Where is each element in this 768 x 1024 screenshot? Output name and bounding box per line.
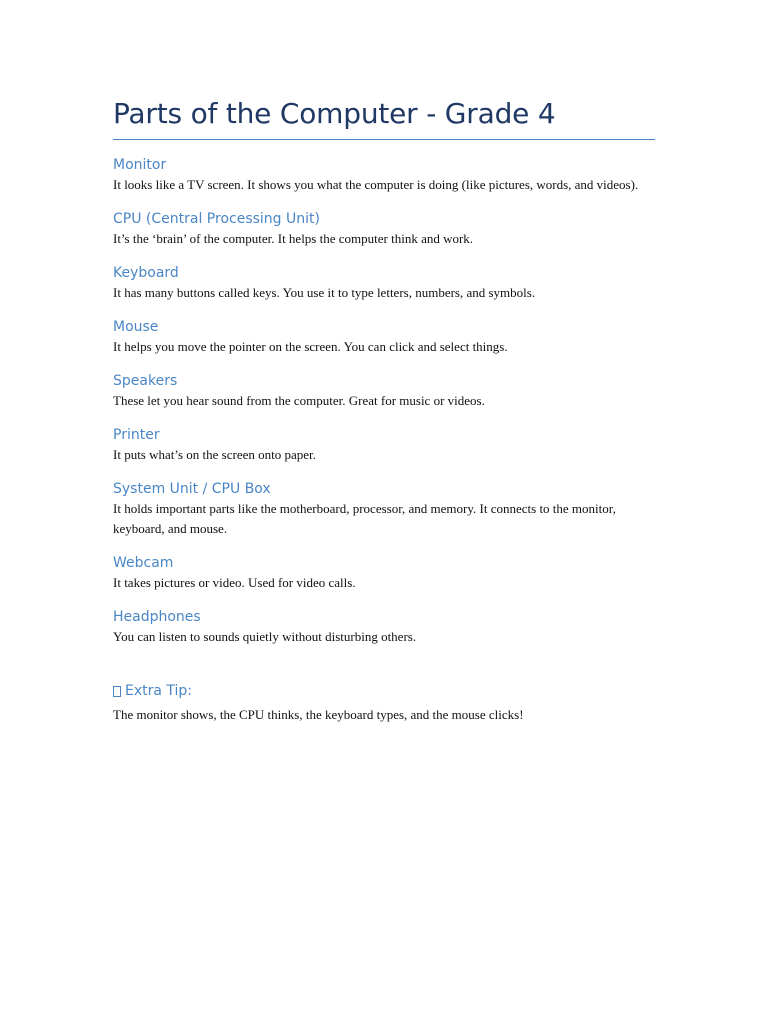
section-cpu xyxy=(113,209,655,249)
section-keyboard xyxy=(113,263,655,303)
section-body: These let you hear sound from the computer. Great for music or videos. xyxy=(113,393,485,408)
section-monitor xyxy=(113,155,655,195)
section-heading: Headphones xyxy=(113,609,201,625)
section-body: It takes pictures or video. Used for video calls. xyxy=(113,575,356,590)
section-speakers xyxy=(113,371,655,411)
section-body: It puts what’s on the screen onto paper. xyxy=(113,447,316,462)
page-title: Parts of the Computer - Grade 4 xyxy=(113,94,655,140)
document-content xyxy=(113,94,655,725)
section-body: It helps you move the pointer on the screen. You can click and select things. xyxy=(113,339,508,354)
missing-glyph-icon xyxy=(113,686,121,697)
section-heading: Printer xyxy=(113,427,160,443)
tip-body: The monitor shows, the CPU thinks, the keyboard types, and the mouse clicks! xyxy=(113,707,524,722)
section-webcam xyxy=(113,553,655,593)
section-heading: Monitor xyxy=(113,157,167,173)
tip-heading-label: Extra Tip: xyxy=(125,683,193,699)
section-body: It has many buttons called keys. You use it to type letters, numbers, and symbols. xyxy=(113,285,536,300)
section-body: You can listen to sounds quietly without disturbing others. xyxy=(113,629,417,644)
section-headphones xyxy=(113,607,655,647)
section-heading: Speakers xyxy=(113,373,178,389)
section-mouse xyxy=(113,317,655,357)
section-printer xyxy=(113,425,655,465)
section-heading: Webcam xyxy=(113,555,174,571)
section-heading: System Unit / CPU Box xyxy=(113,481,271,497)
tip-heading xyxy=(113,681,655,701)
section-body: It looks like a TV screen. It shows you what the computer is doing (like pictures, words, and videos). xyxy=(113,177,639,192)
section-system-unit xyxy=(113,479,655,539)
section-body: It holds important parts like the motherboard, processor, and memory. It connects to the monitor, keyboard, and mouse. xyxy=(113,501,616,536)
section-heading: Mouse xyxy=(113,319,159,335)
section-body: It’s the ‘brain’ of the computer. It helps the computer think and work. xyxy=(113,231,474,246)
section-heading: Keyboard xyxy=(113,265,179,281)
section-heading: CPU (Central Processing Unit) xyxy=(113,211,320,227)
section-extra-tip xyxy=(113,681,655,725)
